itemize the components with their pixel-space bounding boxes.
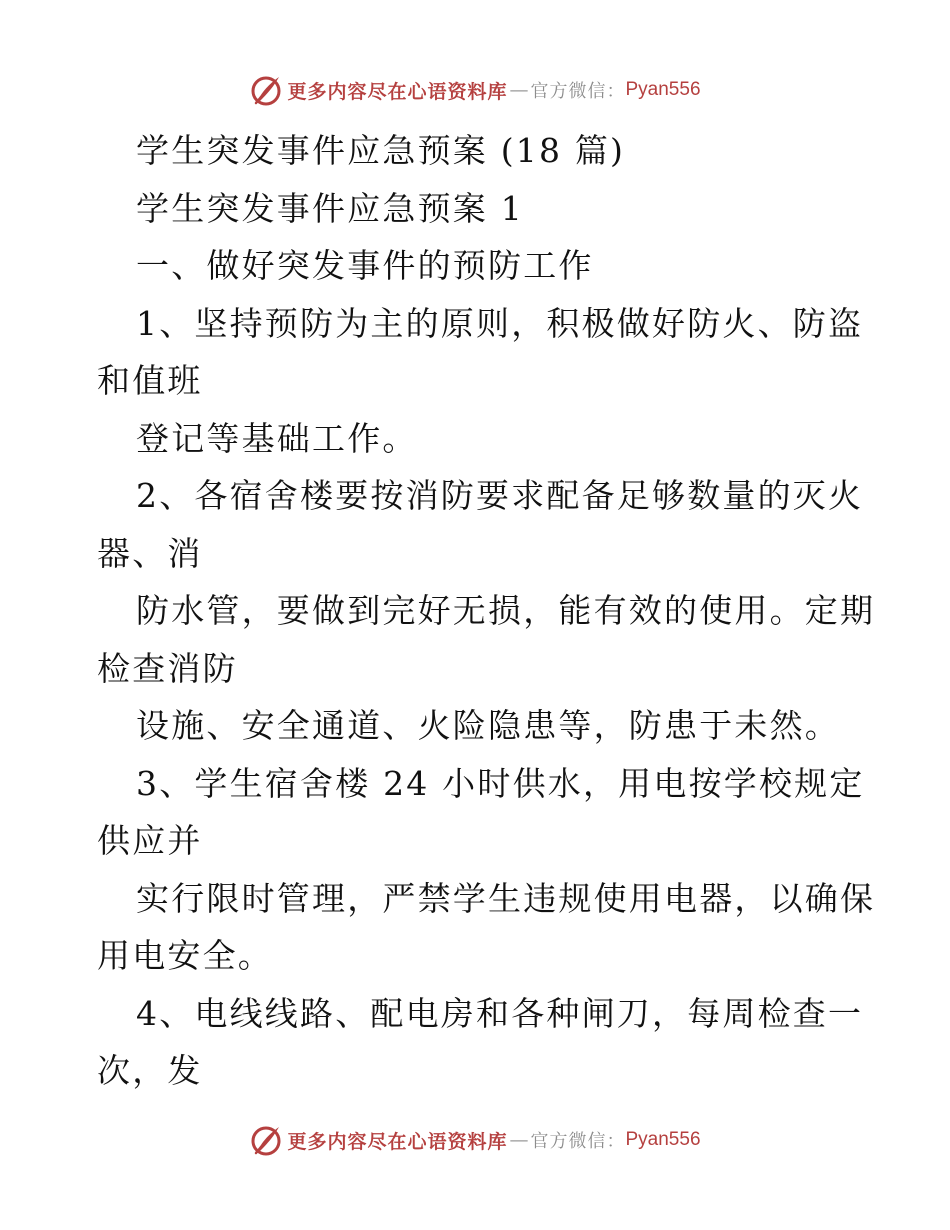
watermark-wechat-label: 官方微信： <box>530 81 626 102</box>
text-line: 和值班 <box>97 361 203 400</box>
watermark-banner-bottom <box>0 1118 950 1162</box>
text-line: 次，发 <box>97 1051 203 1090</box>
watermark-site-text: 更多内容尽在心语资料库 <box>287 80 508 103</box>
text-line: 一、做好突发事件的预防工作 <box>136 246 594 285</box>
text-line: 器、消 <box>97 533 203 573</box>
text-line: 实行限时管理，严禁学生违规使用电器，以确保 <box>136 878 876 918</box>
watermark-wechat-id: Pyan556 <box>625 1129 701 1150</box>
text-line: 供应并 <box>97 821 203 860</box>
text-line: 4、电线线路、配电房和各种闸刀，每周检查一 <box>136 993 864 1033</box>
watermark-separator: — <box>509 1129 529 1151</box>
text-line: 用电安全。 <box>97 936 273 975</box>
text-line: 登记等基础工作。 <box>136 418 418 458</box>
text-line: 3、学生宿舍楼 24 小时供水，用电按学校规定 <box>136 763 865 803</box>
watermark-wechat-label: 官方微信： <box>530 1131 626 1152</box>
watermark-site-text: 更多内容尽在心语资料库 <box>287 1130 508 1153</box>
text-line: 学生突发事件应急预案 (18 篇) <box>136 131 626 170</box>
text-line: 设施、安全通道、火险隐患等，防患于未然。 <box>136 706 840 745</box>
text-line: 防水管，要做到完好无损，能有效的使用。定期 <box>136 591 876 630</box>
quill-logo-icon <box>249 1123 283 1157</box>
watermark-wechat-id: Pyan556 <box>625 79 701 100</box>
watermark-banner-top <box>0 68 950 112</box>
text-line: 1、坚持预防为主的原则，积极做好防火、防盗 <box>136 303 864 343</box>
text-line: 检查消防 <box>97 648 238 688</box>
quill-logo-icon <box>249 73 283 107</box>
text-line: 2、各宿舍楼要按消防要求配备足够数量的灭火 <box>136 476 864 515</box>
text-line: 学生突发事件应急预案 1 <box>136 188 524 228</box>
watermark-separator: — <box>509 79 529 101</box>
document-body <box>97 122 876 1100</box>
